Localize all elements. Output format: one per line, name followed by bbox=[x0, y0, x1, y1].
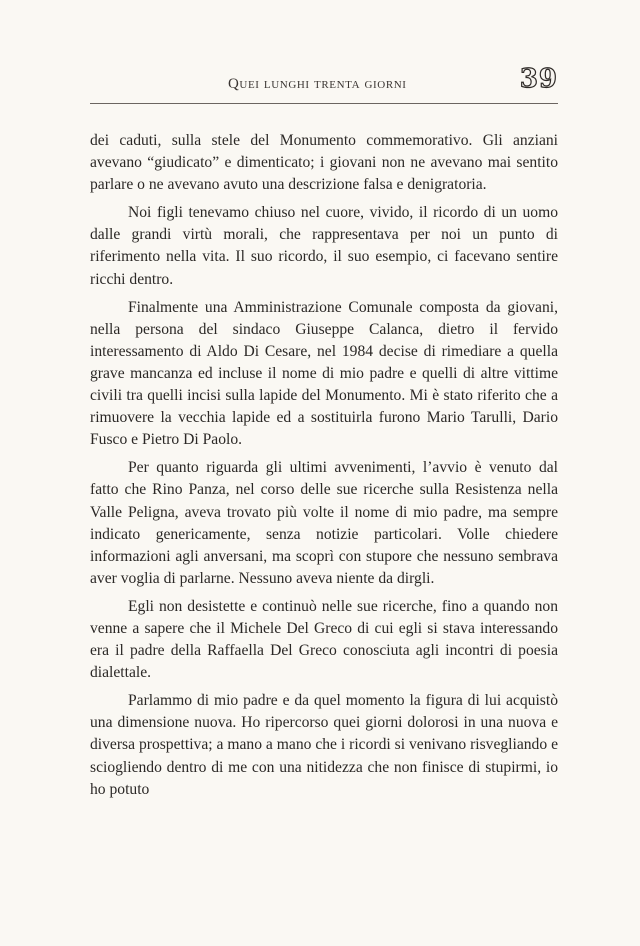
paragraph-3: Finalmente una Amministrazione Comunale composta da giovani, nella persona del sindaco Giuseppe Calanca, dietro il fervido interessamento di Aldo Di Cesare, nel 1984 decise di rimediare a quella grave mancanza ed incluse il nome di mio padre e quelli di altre vittime civili tra quelli incisi sulla lapide del Monumento. Mi è stato riferito che a rimuovere la vecchia lapide ed a sostituirla furono Mario Tarulli, Dario Fusco e Pietro Di Paolo. bbox=[90, 298, 558, 449]
paragraph-5: Egli non desistette e continuò nelle sue ricerche, fino a quando non venne a sapere che il Michele Del Greco di cui egli si stava interessando era il padre della Raffaella Del Greco conosciuta agli incontri di poesia dialettale. bbox=[90, 597, 558, 682]
running-title: Quei lunghi trenta giorni bbox=[228, 76, 407, 92]
paragraph-4: Per quanto riguarda gli ultimi avvenimenti, l’avvio è venuto dal fatto che Rino Panza, nel corso delle sue ricerche sulla Resistenza nella Valle Peligna, aveva trovato più volte il nome di mio padre, ma sempre indicato genericamente, senza notizie particolari. Volle chiedere informazioni agli anversani, ma scoprì con stupore che nessuno sembrava aver voglia di parlarne. Nessuno aveva niente da dirgli. bbox=[90, 459, 558, 587]
page-header bbox=[90, 66, 558, 100]
page-number: 39 bbox=[519, 64, 558, 94]
paragraph-2: Noi figli tenevamo chiuso nel cuore, vivido, il ricordo di un uomo dalle grandi virtù morali, che rappresentava per noi un punto di riferimento nella vita. Il suo ricordo, il suo esempio, ci facevano sentire ricchi dentro. bbox=[90, 204, 558, 288]
paragraph-1: dei caduti, sulla stele del Monumento commemorativo. Gli anziani avevano “giudicato” e dimenticato; i giovani non ne avevano mai sentito parlare o ne avevano avuto una descrizione falsa e denigratoria. bbox=[90, 132, 558, 194]
paragraph-6: Parlammo di mio padre e da quel momento la figura di lui acquistò una dimensione nuova. Ho ripercorso quei giorni dolorosi in una nuova e diversa prospettiva; a mano a mano che i ricordi si venivano risvegliando e sciogliendo dentro di me con una nitidezza che non finisce di stupirmi, io ho potuto bbox=[90, 692, 558, 798]
body-text bbox=[90, 130, 558, 807]
header-rule bbox=[90, 103, 558, 104]
